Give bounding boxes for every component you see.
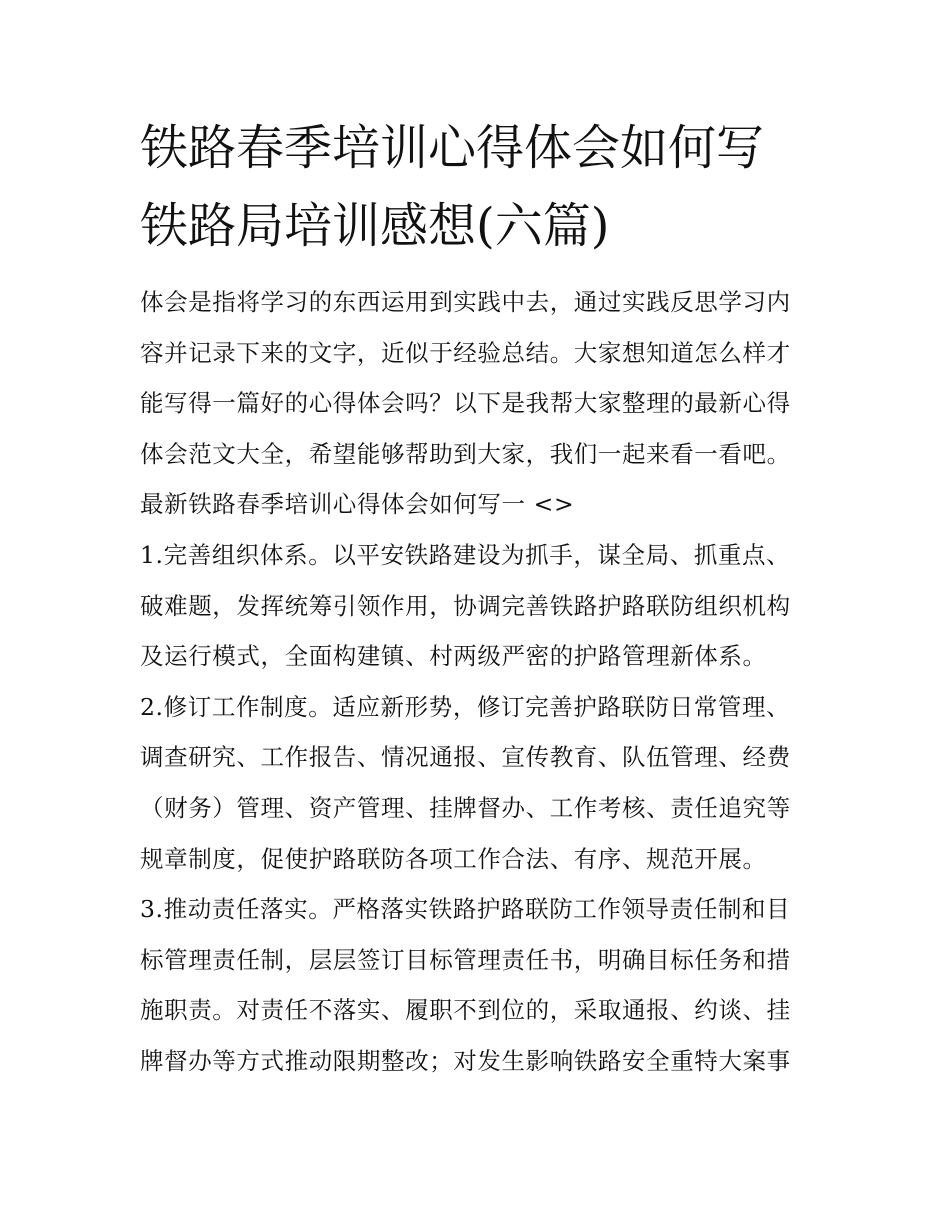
body-line: 体会范文大全，希望能够帮助到大家，我们一起来看一看吧。	[140, 439, 791, 468]
body-line: 体会是指将学习的东西运用到实践中去，通过实践反思学习内	[140, 288, 791, 316]
body-line: 标管理责任制，层层签订目标管理责任书，明确目标任务和措	[140, 945, 791, 974]
body-line: 规章制度，促使护路联防各项工作合法、有序、规范开展。	[140, 844, 767, 873]
body-line: 牌督办等方式推动限期整改；对发生影响铁路安全重特大案事	[140, 1046, 791, 1075]
body-line: 破难题，发挥统筹引领作用，协调完善铁路护路联防组织机构	[140, 591, 791, 620]
body-line: 2.修订工作制度。适应新形势，修订完善护路联防日常管理、	[140, 692, 791, 721]
body-line: 施职责。对责任不落实、履职不到位的，采取通报、约谈、挂	[140, 996, 791, 1025]
section-heading: 最新铁路春季培训心得体会如何写一 <>	[140, 490, 575, 519]
body-line: 及运行模式，全面构建镇、村两级严密的护路管理新体系。	[140, 642, 767, 671]
body-line: 3.推动责任落实。严格落实铁路护路联防工作领导责任制和目	[140, 895, 791, 924]
document-title-line-2: 铁路局培训感想(六篇)	[140, 198, 610, 254]
body-line: 能写得一篇好的心得体会吗？以下是我帮大家整理的最新心得	[140, 389, 791, 418]
document-body	[140, 282, 830, 1092]
body-line: （财务）管理、资产管理、挂牌督办、工作考核、责任追究等	[140, 793, 791, 822]
document-title-line-1: 铁路春季培训心得体会如何写	[140, 120, 765, 176]
body-line: 调查研究、工作报告、情况通报、宣传教育、队伍管理、经费	[140, 743, 791, 772]
body-line: 容并记录下来的文字，近似于经验总结。大家想知道怎么样才	[140, 338, 791, 367]
body-line: 1.完善组织体系。以平安铁路建设为抓手，谋全局、抓重点、	[140, 540, 791, 569]
